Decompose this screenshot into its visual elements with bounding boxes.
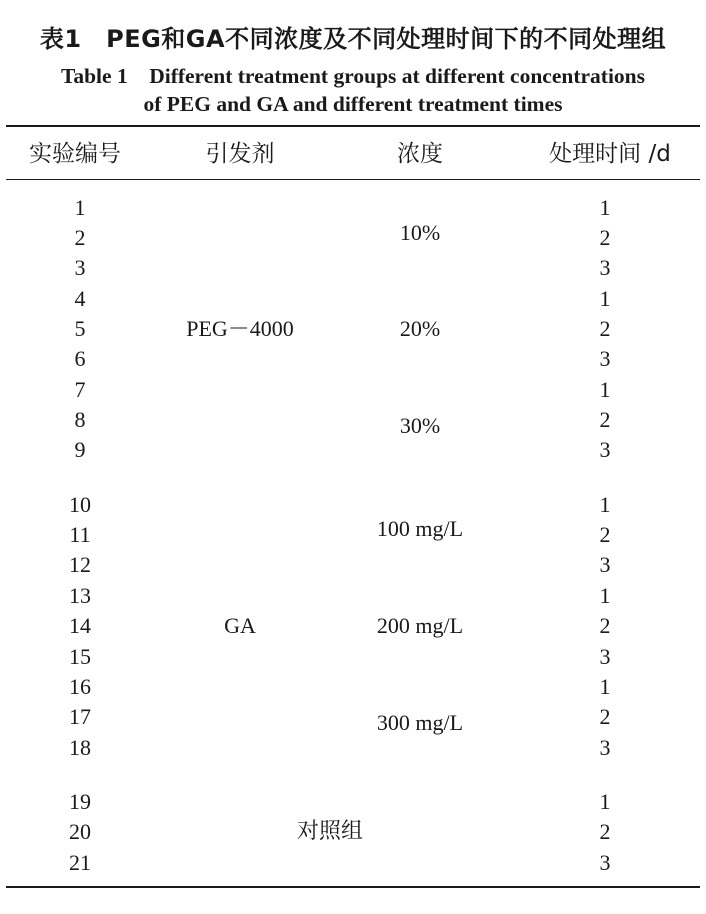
row-time: 2 xyxy=(599,225,611,250)
row-id: 6 xyxy=(74,346,86,371)
concentration-cell: 30% xyxy=(399,413,441,438)
header-concentration: 浓度 xyxy=(397,141,443,167)
row-id: 1 xyxy=(74,195,86,220)
row-time: 3 xyxy=(599,735,611,760)
table-title-en-line2: of PEG and GA and different treatment times xyxy=(143,92,563,116)
table-top-rule xyxy=(6,125,700,127)
table-title-en xyxy=(0,62,706,118)
concentration-cell: 10% xyxy=(399,220,441,245)
agent-ga: GA xyxy=(224,613,256,638)
concentration-cell: 100 mg/L xyxy=(376,516,464,541)
row-time: 1 xyxy=(599,195,611,220)
row-time: 3 xyxy=(599,346,611,371)
row-id: 18 xyxy=(69,735,91,760)
header-experiment-number: 实验编号 xyxy=(29,141,121,167)
header-treatment-time: 处理时间 /d xyxy=(549,141,671,167)
row-id: 12 xyxy=(69,552,91,577)
row-time: 3 xyxy=(599,552,611,577)
row-id: 2 xyxy=(74,225,86,250)
row-time: 1 xyxy=(599,286,611,311)
row-time: 2 xyxy=(599,407,611,432)
row-id: 9 xyxy=(74,437,86,462)
row-id: 15 xyxy=(69,644,91,669)
row-id: 3 xyxy=(74,255,86,280)
row-id: 4 xyxy=(74,286,86,311)
row-time: 3 xyxy=(599,437,611,462)
table-bottom-rule xyxy=(6,886,700,888)
row-time: 1 xyxy=(599,674,611,699)
row-time: 2 xyxy=(599,704,611,729)
row-time: 1 xyxy=(599,377,611,402)
row-time: 2 xyxy=(599,819,611,844)
row-id: 21 xyxy=(69,850,91,875)
control-group-label: 对照组 xyxy=(296,819,363,844)
row-time: 3 xyxy=(599,255,611,280)
row-time: 3 xyxy=(599,850,611,875)
row-id: 17 xyxy=(69,704,91,729)
row-time: 3 xyxy=(599,644,611,669)
row-id: 13 xyxy=(69,583,91,608)
row-id: 20 xyxy=(69,819,91,844)
agent-peg: PEG－4000 xyxy=(186,316,294,341)
concentration-cell: 300 mg/L xyxy=(376,710,464,735)
row-time: 1 xyxy=(599,789,611,814)
concentration-cell: 200 mg/L xyxy=(376,613,464,638)
concentration-cell: 20% xyxy=(399,316,441,341)
row-time: 2 xyxy=(599,316,611,341)
row-time: 1 xyxy=(599,492,611,517)
table-header-rule xyxy=(6,179,700,180)
table-title-en-line1: Table 1 Different treatment groups at different concentrations xyxy=(60,64,645,88)
row-id: 10 xyxy=(69,492,91,517)
row-id: 5 xyxy=(74,316,86,341)
row-id: 7 xyxy=(74,377,86,402)
header-priming-agent: 引发剂 xyxy=(205,141,275,167)
row-id: 14 xyxy=(69,613,91,638)
row-time: 2 xyxy=(599,522,611,547)
row-id: 19 xyxy=(69,789,91,814)
row-time: 2 xyxy=(599,613,611,638)
table-title-cn: 表1 PEG和GA不同浓度及不同处理时间下的不同处理组 xyxy=(39,25,667,53)
row-id: 16 xyxy=(69,674,91,699)
row-id: 11 xyxy=(69,522,91,547)
row-time: 1 xyxy=(599,583,611,608)
row-id: 8 xyxy=(74,407,86,432)
